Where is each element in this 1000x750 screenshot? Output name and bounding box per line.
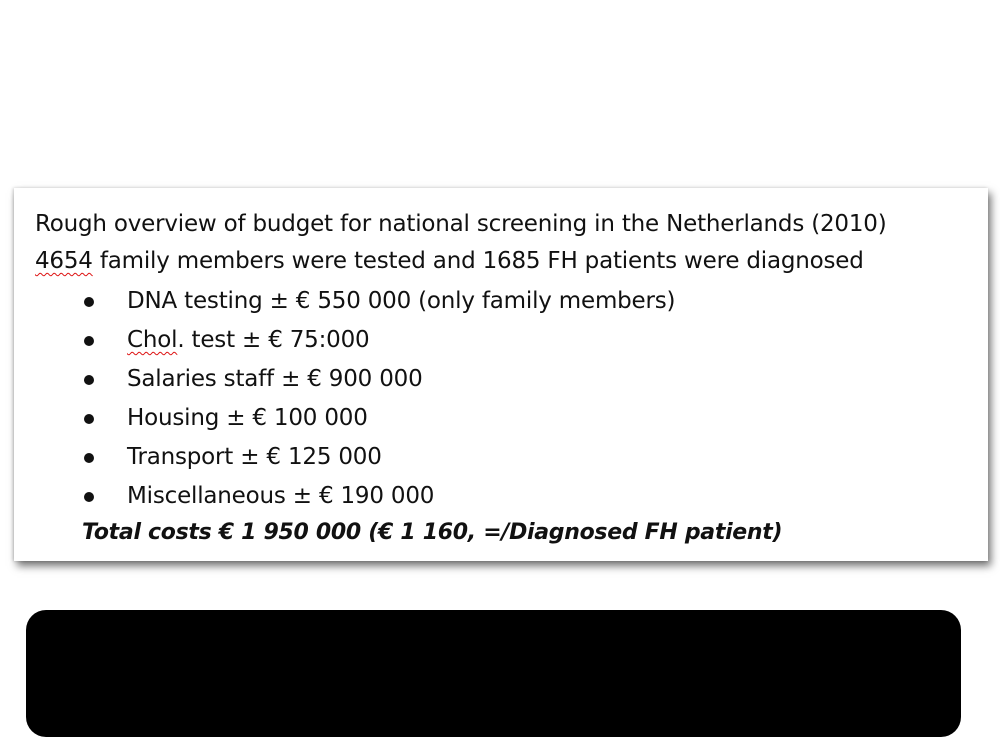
list-item [35,399,988,438]
item-flagged-word: Chol [127,327,178,353]
list-item [35,360,988,399]
bullet-icon [84,336,94,346]
summary-rest: family members were tested and 1685 FH patients were diagnosed [92,248,864,274]
budget-text-card [14,188,988,561]
bullet-icon [84,375,94,385]
family-count: 4654 [35,248,93,274]
bullet-icon [84,297,94,307]
list-item [35,438,988,477]
item-text: Salaries staff ± € 900 000 [127,366,423,392]
item-text: Miscellaneous ± € 190 000 [127,483,435,509]
list-item [35,282,988,321]
bullet-icon [84,492,94,502]
item-text: Housing ± € 100 000 [127,405,368,431]
summary-line [35,243,988,280]
list-item [35,321,988,360]
budget-list [35,282,988,516]
bottom-black-bar [26,610,961,737]
item-text: . test ± € 75:000 [177,327,370,353]
total-costs: Total costs € 1 950 000 (€ 1 160, =/Diagnosed FH patient) [82,520,783,545]
item-text: DNA testing ± € 550 000 (only family members) [127,288,676,314]
list-item [35,477,988,516]
bullet-icon [84,453,94,463]
bullet-icon [84,414,94,424]
document-title: Rough overview of budget for national screening in the Netherlands (2010) [35,211,887,237]
item-text: Transport ± € 125 000 [127,444,382,470]
